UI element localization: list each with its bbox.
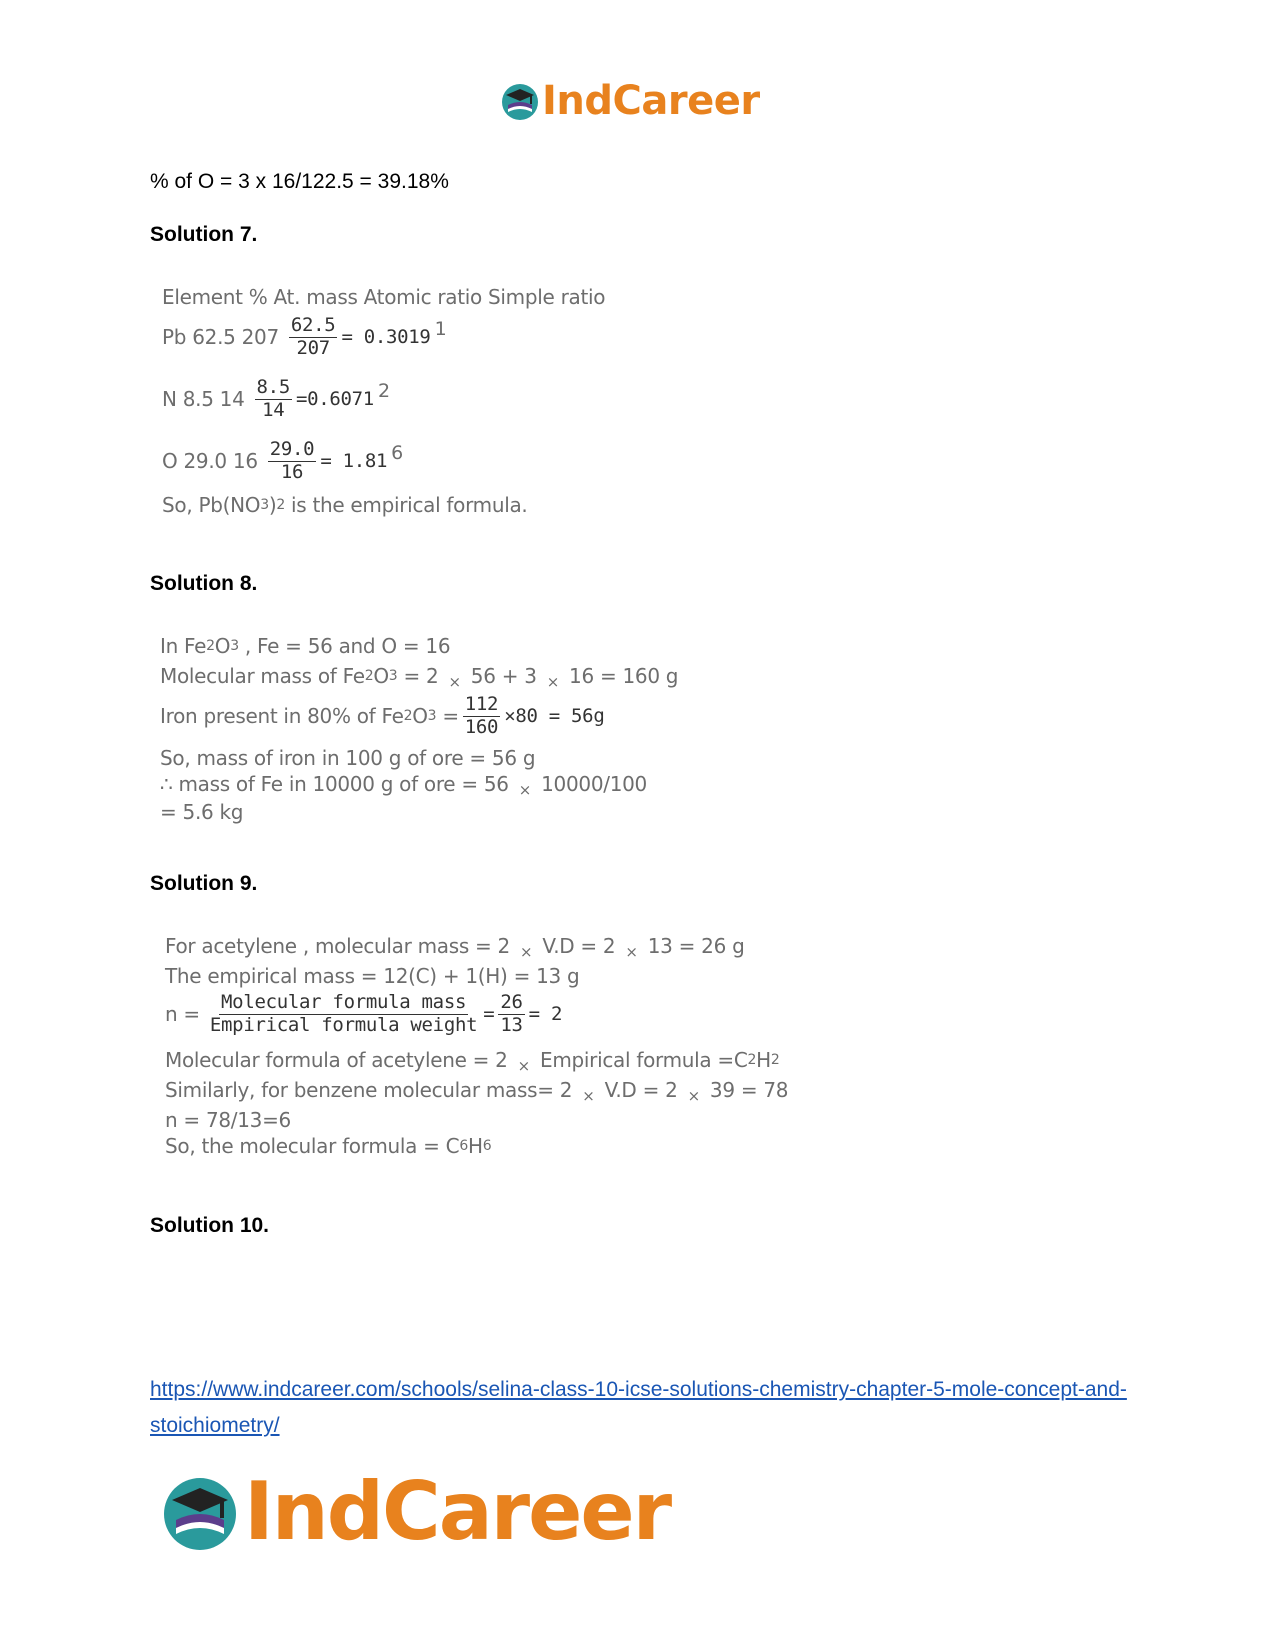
sol8-l1-b: O xyxy=(214,634,231,658)
sol8-iron-fraction xyxy=(463,694,500,739)
solution-10-heading: Solution 10. xyxy=(150,1214,270,1237)
sol9-l4-a: Molecular formula of acetylene = 2 xyxy=(165,1048,514,1072)
sol9-l7-s1: 6 xyxy=(459,1138,468,1154)
sol7-n-label: N 8.5 14 xyxy=(162,387,245,412)
sol8-l1-s2: 3 xyxy=(230,638,239,654)
sol9-l4-s1: 2 xyxy=(747,1052,757,1068)
sol8-line-4: So, mass of iron in 100 g of ore = 56 g xyxy=(160,746,536,770)
sol9-l7-b: H xyxy=(467,1134,483,1158)
graduate-book-logo-icon xyxy=(160,1472,240,1552)
sol9-n-fraction xyxy=(208,992,479,1037)
footer-logo xyxy=(160,1465,670,1558)
brand-name: IndCareer xyxy=(542,78,760,124)
sol9-line-1 xyxy=(165,934,745,961)
brand-name-large: IndCareer xyxy=(244,1465,671,1558)
sol7-row-n xyxy=(162,377,390,422)
sol8-l3-c: = xyxy=(436,704,459,729)
sol8-l5-a: ∴ mass of Fe in 10000 g of ore = 56 xyxy=(160,772,515,796)
sol8-line-1 xyxy=(160,634,450,658)
sol9-l4-b: Empirical formula =C xyxy=(533,1048,748,1072)
sol8-l5-times: × xyxy=(518,781,532,799)
sol8-l3-d: ×80 = 56g xyxy=(504,705,605,728)
sol7-conclusion xyxy=(162,493,528,517)
header-logo xyxy=(500,78,760,124)
sol9-l7-s2: 6 xyxy=(482,1138,492,1154)
sol9-l7-a: So, the molecular formula = C xyxy=(165,1134,460,1158)
sol9-line-2: The empirical mass = 12(C) + 1(H) = 13 g xyxy=(165,964,580,988)
sol9-l3-res: = 2 xyxy=(528,1003,563,1026)
sol7-pb-label: Pb 62.5 207 xyxy=(162,325,279,350)
sol7-n-den: 14 xyxy=(262,398,285,421)
sol9-line-6: n = 78/13=6 xyxy=(165,1108,291,1132)
sol7-o-result: = 1.81 xyxy=(320,450,388,473)
sol8-l2-s1: 2 xyxy=(364,668,374,684)
sol8-l2-c: = 2 xyxy=(397,664,445,688)
sol7-conclusion-sub1: 3 xyxy=(260,497,269,513)
sol9-line-3 xyxy=(165,992,562,1037)
solution-9-heading: Solution 9. xyxy=(150,872,258,895)
sol9-l1-times-1: × xyxy=(520,943,533,961)
sol7-pb-num: 62.5 xyxy=(290,314,336,336)
sol8-l3-den: 160 xyxy=(464,715,499,738)
sol7-n-result: =0.6071 xyxy=(295,388,374,411)
sol7-n-ratio: 2 xyxy=(377,380,390,403)
sol9-l3-a: n = xyxy=(165,1002,200,1027)
sol9-l5-b: V.D = 2 xyxy=(598,1078,684,1102)
sol7-row-o xyxy=(162,439,403,484)
sol8-line-6: = 5.6 kg xyxy=(160,800,244,824)
sol8-line-5 xyxy=(160,772,647,799)
sol8-l3-b: O xyxy=(412,704,428,729)
solution-9-block xyxy=(165,934,789,1174)
sol9-l5-times-2: × xyxy=(687,1087,700,1105)
sol7-o-fraction xyxy=(268,439,317,484)
sol9-l1-times-2: × xyxy=(625,943,638,961)
sol9-l1-c: 13 = 26 g xyxy=(641,934,745,958)
sol8-l3-s2: 3 xyxy=(427,708,437,725)
sol7-o-num: 29.0 xyxy=(269,438,315,460)
solution-7-heading: Solution 7. xyxy=(150,223,258,246)
sol7-conclusion-sub2: 2 xyxy=(276,497,285,513)
sol8-l1-c: , Fe = 56 and O = 16 xyxy=(238,634,451,658)
sol8-l2-s2: 3 xyxy=(388,668,398,684)
sol9-l4-times: × xyxy=(517,1057,530,1075)
sol9-l4-s2: 2 xyxy=(770,1052,780,1068)
sol7-pb-result: = 0.3019 xyxy=(341,326,431,349)
solution-7-block xyxy=(162,285,682,545)
sol7-o-den: 16 xyxy=(280,460,304,483)
sol8-l2-d: 56 + 3 xyxy=(464,664,543,688)
sol9-l3-den: Empirical formula weight xyxy=(209,1013,478,1036)
sol8-line-2 xyxy=(160,664,679,691)
sol7-conclusion-mid: ) xyxy=(268,493,277,517)
source-link[interactable]: https://www.indcareer.com/schools/selina-class-10-icse-solutions-chemistry-chapter-5-mole-concept-and-stoichiometry/ xyxy=(150,1378,1127,1437)
sol7-o-ratio: 6 xyxy=(391,442,403,465)
sol9-line-4 xyxy=(165,1048,780,1075)
sol9-l3-num: Molecular formula mass xyxy=(221,991,467,1013)
sol9-l1-a: For acetylene , molecular mass = 2 xyxy=(165,934,517,958)
sol9-l3-eq: = xyxy=(483,1003,495,1026)
sol8-line-3 xyxy=(160,694,604,739)
sol7-header: Element % At. mass Atomic ratio Simple ratio xyxy=(162,285,606,309)
sol7-n-num: 8.5 xyxy=(256,376,290,398)
sol8-l5-b: 10000/100 xyxy=(535,772,647,796)
sol9-ratio-fraction xyxy=(498,992,524,1037)
sol8-l2-times-1: × xyxy=(448,673,461,691)
sol7-pb-den: 207 xyxy=(296,336,330,359)
sol7-conclusion-post: is the empirical formula. xyxy=(284,493,528,517)
sol8-l2-a: Molecular mass of Fe xyxy=(160,664,365,688)
sol8-l3-a: Iron present in 80% of Fe xyxy=(160,704,404,729)
sol9-line-5 xyxy=(165,1078,789,1105)
sol8-l2-times-2: × xyxy=(546,673,559,691)
sol8-l2-b: O xyxy=(373,664,389,688)
sol8-l1-s1: 2 xyxy=(206,638,215,654)
sol7-n-fraction xyxy=(255,377,292,422)
sol7-o-label: O 29.0 16 xyxy=(162,449,258,474)
sol7-conclusion-pre: So, Pb(NO xyxy=(162,493,261,517)
percent-oxygen-line: % of O = 3 x 16/122.5 = 39.18% xyxy=(150,170,449,193)
sol9-l5-a: Similarly, for benzene molecular mass= 2 xyxy=(165,1078,579,1102)
sol7-row-pb xyxy=(162,315,446,360)
sol9-l5-c: 39 = 78 xyxy=(703,1078,789,1102)
sol8-l1-a: In Fe xyxy=(160,634,207,658)
sol9-l4-c: H xyxy=(756,1048,771,1072)
sol9-l5-times-1: × xyxy=(582,1087,595,1105)
sol9-l1-b: V.D = 2 xyxy=(536,934,622,958)
solution-8-heading: Solution 8. xyxy=(150,572,258,595)
sol7-pb-ratio: 1 xyxy=(434,318,447,341)
sol9-line-7 xyxy=(165,1134,491,1158)
sol7-pb-fraction xyxy=(289,315,338,360)
solution-8-block xyxy=(160,634,680,854)
graduate-book-logo-icon xyxy=(500,81,540,121)
sol8-l2-e: 16 = 160 g xyxy=(562,664,679,688)
sol9-l3-num2: 26 xyxy=(500,991,523,1013)
sol8-l3-s1: 2 xyxy=(403,708,413,725)
sol8-l3-num: 112 xyxy=(464,693,499,715)
sol9-l3-den2: 13 xyxy=(500,1013,523,1036)
